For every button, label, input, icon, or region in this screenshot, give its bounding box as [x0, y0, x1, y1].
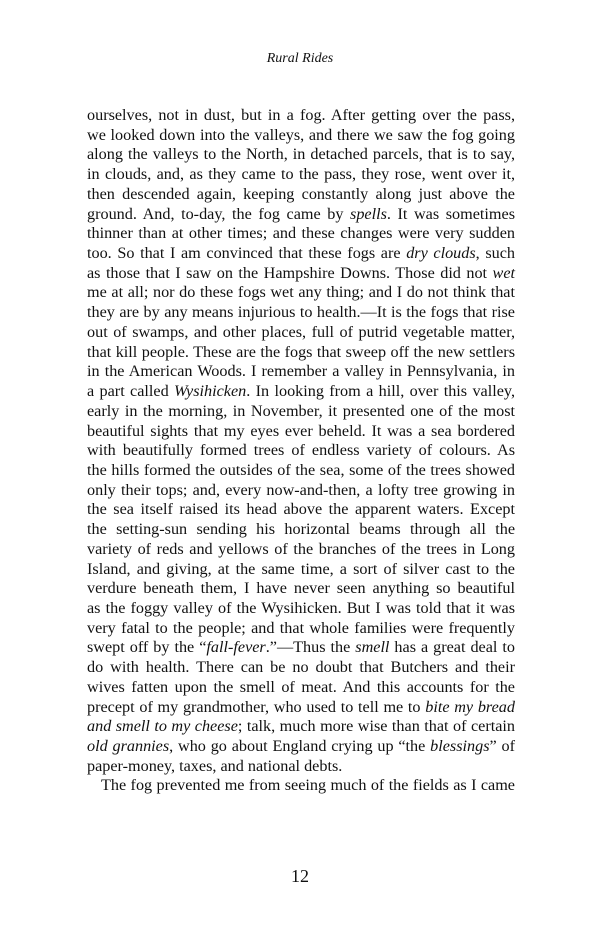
text-run: the hills formed the outsides of the sea, some of the trees showed [87, 460, 515, 479]
text-run: ground. And, to-day, the fog came by [87, 204, 351, 223]
italic-text: spells [350, 204, 387, 223]
text-run: , such [475, 244, 515, 263]
text-run: ourselves, not in dust, but in a fog. After getting over the pass, [87, 106, 515, 124]
text-line [87, 638, 515, 658]
text-run: . In looking from a hill, over this valley, [246, 382, 515, 401]
text-line [87, 500, 515, 520]
text-run: too. So that I am convinced that these fogs are [87, 244, 407, 263]
italic-text: blessings [430, 737, 490, 755]
text-run: in clouds, and, as they came to the pass, they rose, went over it, [87, 165, 515, 184]
text-run: then descended again, keeping constantly along just above the [87, 184, 515, 203]
text-line [87, 461, 515, 481]
text-line [87, 224, 515, 244]
italic-text: wet [492, 263, 515, 282]
text-run: variety of reds and yellows of the branches of the trees in Long [87, 539, 515, 558]
running-head: Rural Rides [266, 51, 334, 66]
italic-text: bite my bread [425, 697, 515, 716]
text-run: with beautifully formed trees of endless variety of colours. As [87, 441, 515, 460]
text-line [87, 540, 515, 560]
text-line [87, 599, 515, 619]
text-line [87, 737, 515, 757]
text-run: me at all; nor do these fogs wet any thing; and I do not think that [87, 283, 515, 302]
text-line [87, 422, 515, 442]
text-line [87, 126, 515, 146]
text-line [87, 205, 515, 225]
text-line [87, 185, 515, 205]
text-run: Island, and giving, at the same time, a sort of silver cast to the [87, 559, 515, 578]
text-line [87, 145, 515, 165]
text-run: ” of [489, 737, 516, 755]
text-run: as those that I saw on the Hampshire Downs. Those did not [87, 263, 493, 282]
text-line [87, 717, 515, 737]
italic-text: Wysihicken [174, 382, 247, 401]
text-run: has a great deal to [389, 638, 515, 657]
text-line [87, 678, 515, 698]
text-line [87, 323, 515, 343]
text-line [87, 402, 515, 422]
text-run: do with health. There can be no doubt that Butchers and their [87, 658, 515, 677]
text-line [87, 283, 515, 303]
italic-text: fall-fever [206, 638, 266, 657]
italic-text: dry clouds [406, 244, 476, 263]
text-run: paper-money, taxes, and national debts. [87, 756, 343, 775]
text-line [87, 757, 515, 777]
text-run: they are by any means injurious to health.—It is the fogs that rise [87, 303, 515, 322]
text-run: verdure beneath them, I have never seen anything so beautiful [87, 579, 515, 598]
text-run: only their tops; and, every now-and-then, a lofty tree growing in [87, 480, 515, 499]
text-run: in the American Woods. I remember a valley in Pennsylvania, in [87, 362, 515, 381]
text-run: precept of my grandmother, who used to tell me to [87, 697, 426, 716]
text-line [87, 244, 515, 264]
italic-text: smell [355, 638, 390, 657]
text-run: we looked down into the valleys, and there we saw the fog going [87, 125, 515, 144]
italic-text: old grannies [87, 737, 170, 755]
text-line [87, 481, 515, 501]
text-line [87, 560, 515, 580]
text-run: along the valleys to the North, in detached parcels, that is to say, [87, 145, 515, 164]
text-run: swept off by the “ [87, 638, 207, 657]
text-run: out of swamps, and other places, full of putrid vegetable matter, [87, 322, 515, 341]
text-run: beautiful sights that my eyes ever beheld. It was a sea bordered [87, 421, 515, 440]
text-run: as the foggy valley of the Wysihicken. But I was told that it was [87, 598, 515, 617]
text-line [87, 343, 515, 363]
text-line [87, 619, 515, 639]
body-text [87, 106, 515, 796]
italic-text: and smell to my cheese [87, 717, 238, 736]
text-line [87, 658, 515, 678]
text-line [87, 441, 515, 461]
text-line [87, 362, 515, 382]
text-run: that kill people. These are the fogs that sweep off the new settlers [87, 342, 515, 361]
text-run: very fatal to the people; and that whole families were frequently [87, 618, 515, 637]
text-run: wives fatten upon the smell of meat. And this accounts for the [87, 677, 515, 696]
text-run: a part called [87, 382, 175, 401]
text-run: .”—Thus the [265, 638, 356, 657]
text-line [87, 698, 515, 718]
text-run: the setting-sun sending his horizontal beams through all the [87, 520, 515, 539]
text-line [87, 303, 515, 323]
text-run: thinner than at other times; and these changes were very sudden [87, 224, 515, 243]
text-run: the sea itself raised its head above the apparent waters. Except [87, 500, 515, 519]
text-line [87, 106, 515, 126]
text-line [87, 776, 515, 796]
text-line [87, 579, 515, 599]
page-number: 12 [291, 866, 309, 886]
text-run: ; talk, much more wise than that of certain [237, 717, 515, 736]
text-line [87, 382, 515, 402]
text-run: . It was sometimes [386, 204, 515, 223]
text-run: The fog prevented me from seeing much of the fields as I came [101, 776, 515, 795]
text-run: , who go about England crying up “the [169, 737, 431, 755]
text-line [87, 165, 515, 185]
text-line [87, 520, 515, 540]
text-line [87, 264, 515, 284]
text-run: early in the morning, in November, it presented one of the most [87, 401, 515, 420]
